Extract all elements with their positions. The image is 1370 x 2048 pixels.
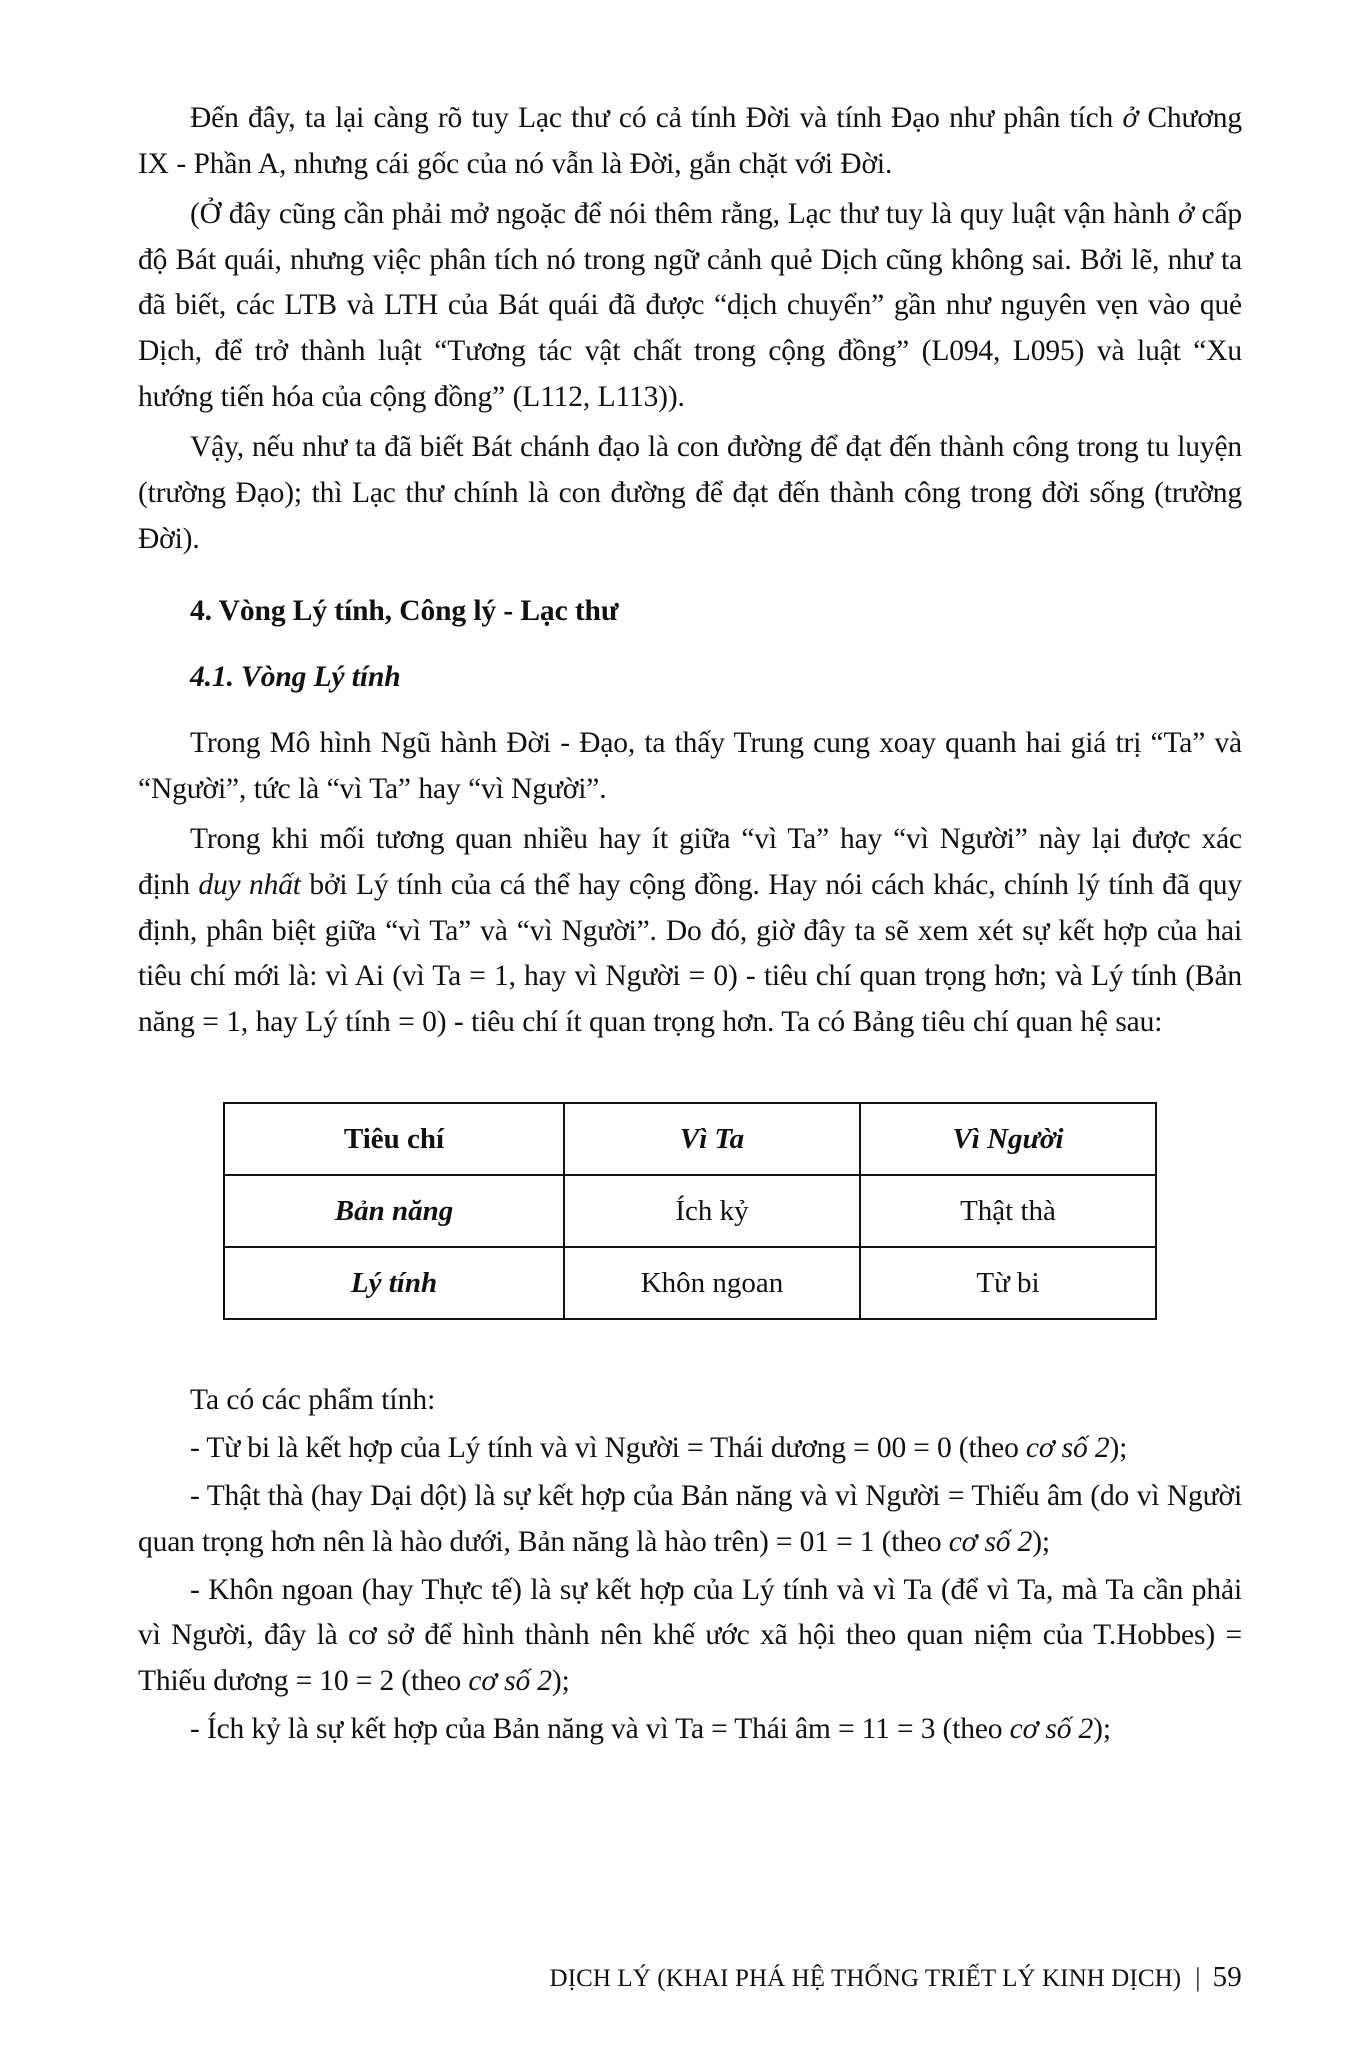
paragraph-4: Trong Mô hình Ngũ hành Đời - Đạo, ta thấy Trung cung xoay quanh hai giá trị “Ta” và “Người”, tức là “vì Ta” hay “vì Người”. [138,727,1242,805]
after-table-section [138,1378,1242,1753]
paragraph-2 [138,192,1242,421]
bullet-4-text-a: - Ích kỷ là sự kết hợp của Bản năng và vì Ta = Thái âm = 11 = 3 (theo [190,1713,1010,1746]
heading-section-4-1: 4.1. Vòng Lý tính [190,660,401,693]
lead-in-text: Ta có các phẩm tính: [190,1384,436,1417]
paragraph-block-5 [138,817,1242,1046]
bullet-item-3 [138,1568,1242,1706]
bullet-2-text-b: ); [1032,1525,1050,1558]
bullet-2-italic: cơ số 2 [948,1525,1033,1558]
bullet-3-text-a: - Khôn ngoan (hay Thực tế) là sự kết hợp của Lý tính và vì Ta (để vì Ta, mà Ta cần phải vì Người, đây là cơ sở để hình thành nên khế ước xã hội theo quan niệm của T.Hobbes) = Thiếu dương = 10 = 2 (theo [138,1573,1242,1698]
paragraph-2-text-b: cấp độ Bát quái, nhưng việc phân tích nó trong ngữ cảnh quẻ Dịch cũng không sai. Bởi lẽ, như ta đã biết, các LTB và LTH của Bát quái đã được “dịch chuyển” gần như nguyên vẹn vào quẻ Dịch, để trở thành luật “Tương tác vật chất trong cộng đồng” (L094, L095) và luật “Xu hướng tiến hóa của cộng đồng” (L112, L113)). [138,197,1242,414]
page-number: 59 [1212,1961,1242,1993]
criteria-table [223,1102,1157,1320]
table-row [224,1175,1156,1247]
bullet-4-text-b: ); [1093,1713,1111,1746]
footer-separator: | [1195,1963,1201,1992]
bullet-2-text-a: - Thật thà (hay Dại dột) là sự kết hợp của Bản năng và vì Người = Thiếu âm (do vì Người quan trọng hơn nên là hào dưới, Bản năng là hào trên) = 01 = 1 (theo [138,1479,1242,1558]
table-cell-ban-nang-vi-ta: Ích kỷ [564,1175,860,1247]
paragraph-2-text-a: (Ở đây cũng cần phải mở ngoặc để nói thêm rằng, Lạc thư tuy là quy luật vận hành [190,197,1178,230]
page-content [138,96,1242,1753]
bullet-1-text-a: - Từ bi là kết hợp của Lý tính và vì Người = Thái dương = 00 = 0 (theo [190,1431,1026,1464]
footer-running-title: DỊCH LÝ (KHAI PHÁ HỆ THỐNG TRIẾT LÝ KINH DỊCH) [549,1965,1182,1992]
bullet-3-text-b: ); [551,1665,570,1698]
table-header-vi-ta: Vì Ta [564,1103,860,1175]
table-header-vi-nguoi: Vì Người [860,1103,1156,1175]
bullet-item-2 [138,1474,1242,1566]
paragraph-block-2 [138,192,1242,421]
table-header-row [224,1103,1156,1175]
paragraph-1 [138,96,1242,188]
bullet-4-italic: cơ số 2 [1009,1713,1094,1746]
table-row [224,1247,1156,1319]
criteria-table-wrapper [138,1102,1242,1320]
table-body [224,1175,1156,1319]
table-cell-ly-tinh-vi-nguoi: Từ bi [860,1247,1156,1319]
bullet-1-text-b: ); [1109,1431,1128,1464]
table-head [224,1103,1156,1175]
heading-section-4: 4. Vòng Lý tính, Công lý - Lạc thư [190,594,619,627]
bullet-3-italic: cơ số 2 [468,1665,552,1698]
paragraph-1-text-a: Đến đây, ta lại càng rõ tuy Lạc thư có cả tính Đời và tính Đạo như phân tích [190,102,1123,134]
paragraph-5-italic: duy nhất [198,868,301,901]
bullet-1-italic: cơ số 2 [1025,1431,1110,1464]
bullet-item-1 [138,1426,1242,1472]
paragraph-5 [138,817,1242,1046]
paragraph-2-italic: ở [1177,197,1194,230]
paragraph-5-text-a: Trong khi mối tương quan nhiều hay ít giữa “vì Ta” hay “vì Người” này lại được xác định [138,822,1242,901]
paragraph-block-1 [138,96,1242,188]
paragraph-3: Vậy, nếu như ta đã biết Bát chánh đạo là con đường để đạt đến thành công trong tu luyện (trường Đạo); thì Lạc thư chính là con đường để đạt đến thành công trong đời sống (trường Đời). [138,431,1242,555]
paragraph-1-text-b: Chương IX - Phần A, nhưng cái gốc của nó vẫn là Đời, gắn chặt với Đời. [138,102,1242,180]
paragraph-block-4 [138,721,1242,813]
table-rowlabel-ly-tinh: Lý tính [224,1247,564,1319]
table-cell-ban-nang-vi-nguoi: Thật thà [860,1175,1156,1247]
paragraph-1-italic: ở [1122,102,1139,134]
table-cell-ly-tinh-vi-ta: Khôn ngoan [564,1247,860,1319]
paragraph-5-text-b: bởi Lý tính của cá thể hay cộng đồng. Hay nói cách khác, chính lý tính đã quy định, phân biệt giữa “vì Ta” và “vì Người”. Do đó, giờ đây ta sẽ xem xét sự kết hợp của hai tiêu chí mới là: vì Ai (vì Ta = 1, hay vì Người = 0) - tiêu chí quan trọng hơn; và Lý tính (Bản năng = 1, hay Lý tính = 0) - tiêu chí ít quan trọng hơn. Ta có Bảng tiêu chí quan hệ sau: [138,868,1243,1039]
page-footer [138,1961,1242,1994]
table-header-criteria: Tiêu chí [224,1103,564,1175]
table-rowlabel-ban-nang: Bản năng [224,1175,564,1247]
bullet-item-4 [138,1707,1242,1753]
paragraph-block-3 [138,425,1242,563]
